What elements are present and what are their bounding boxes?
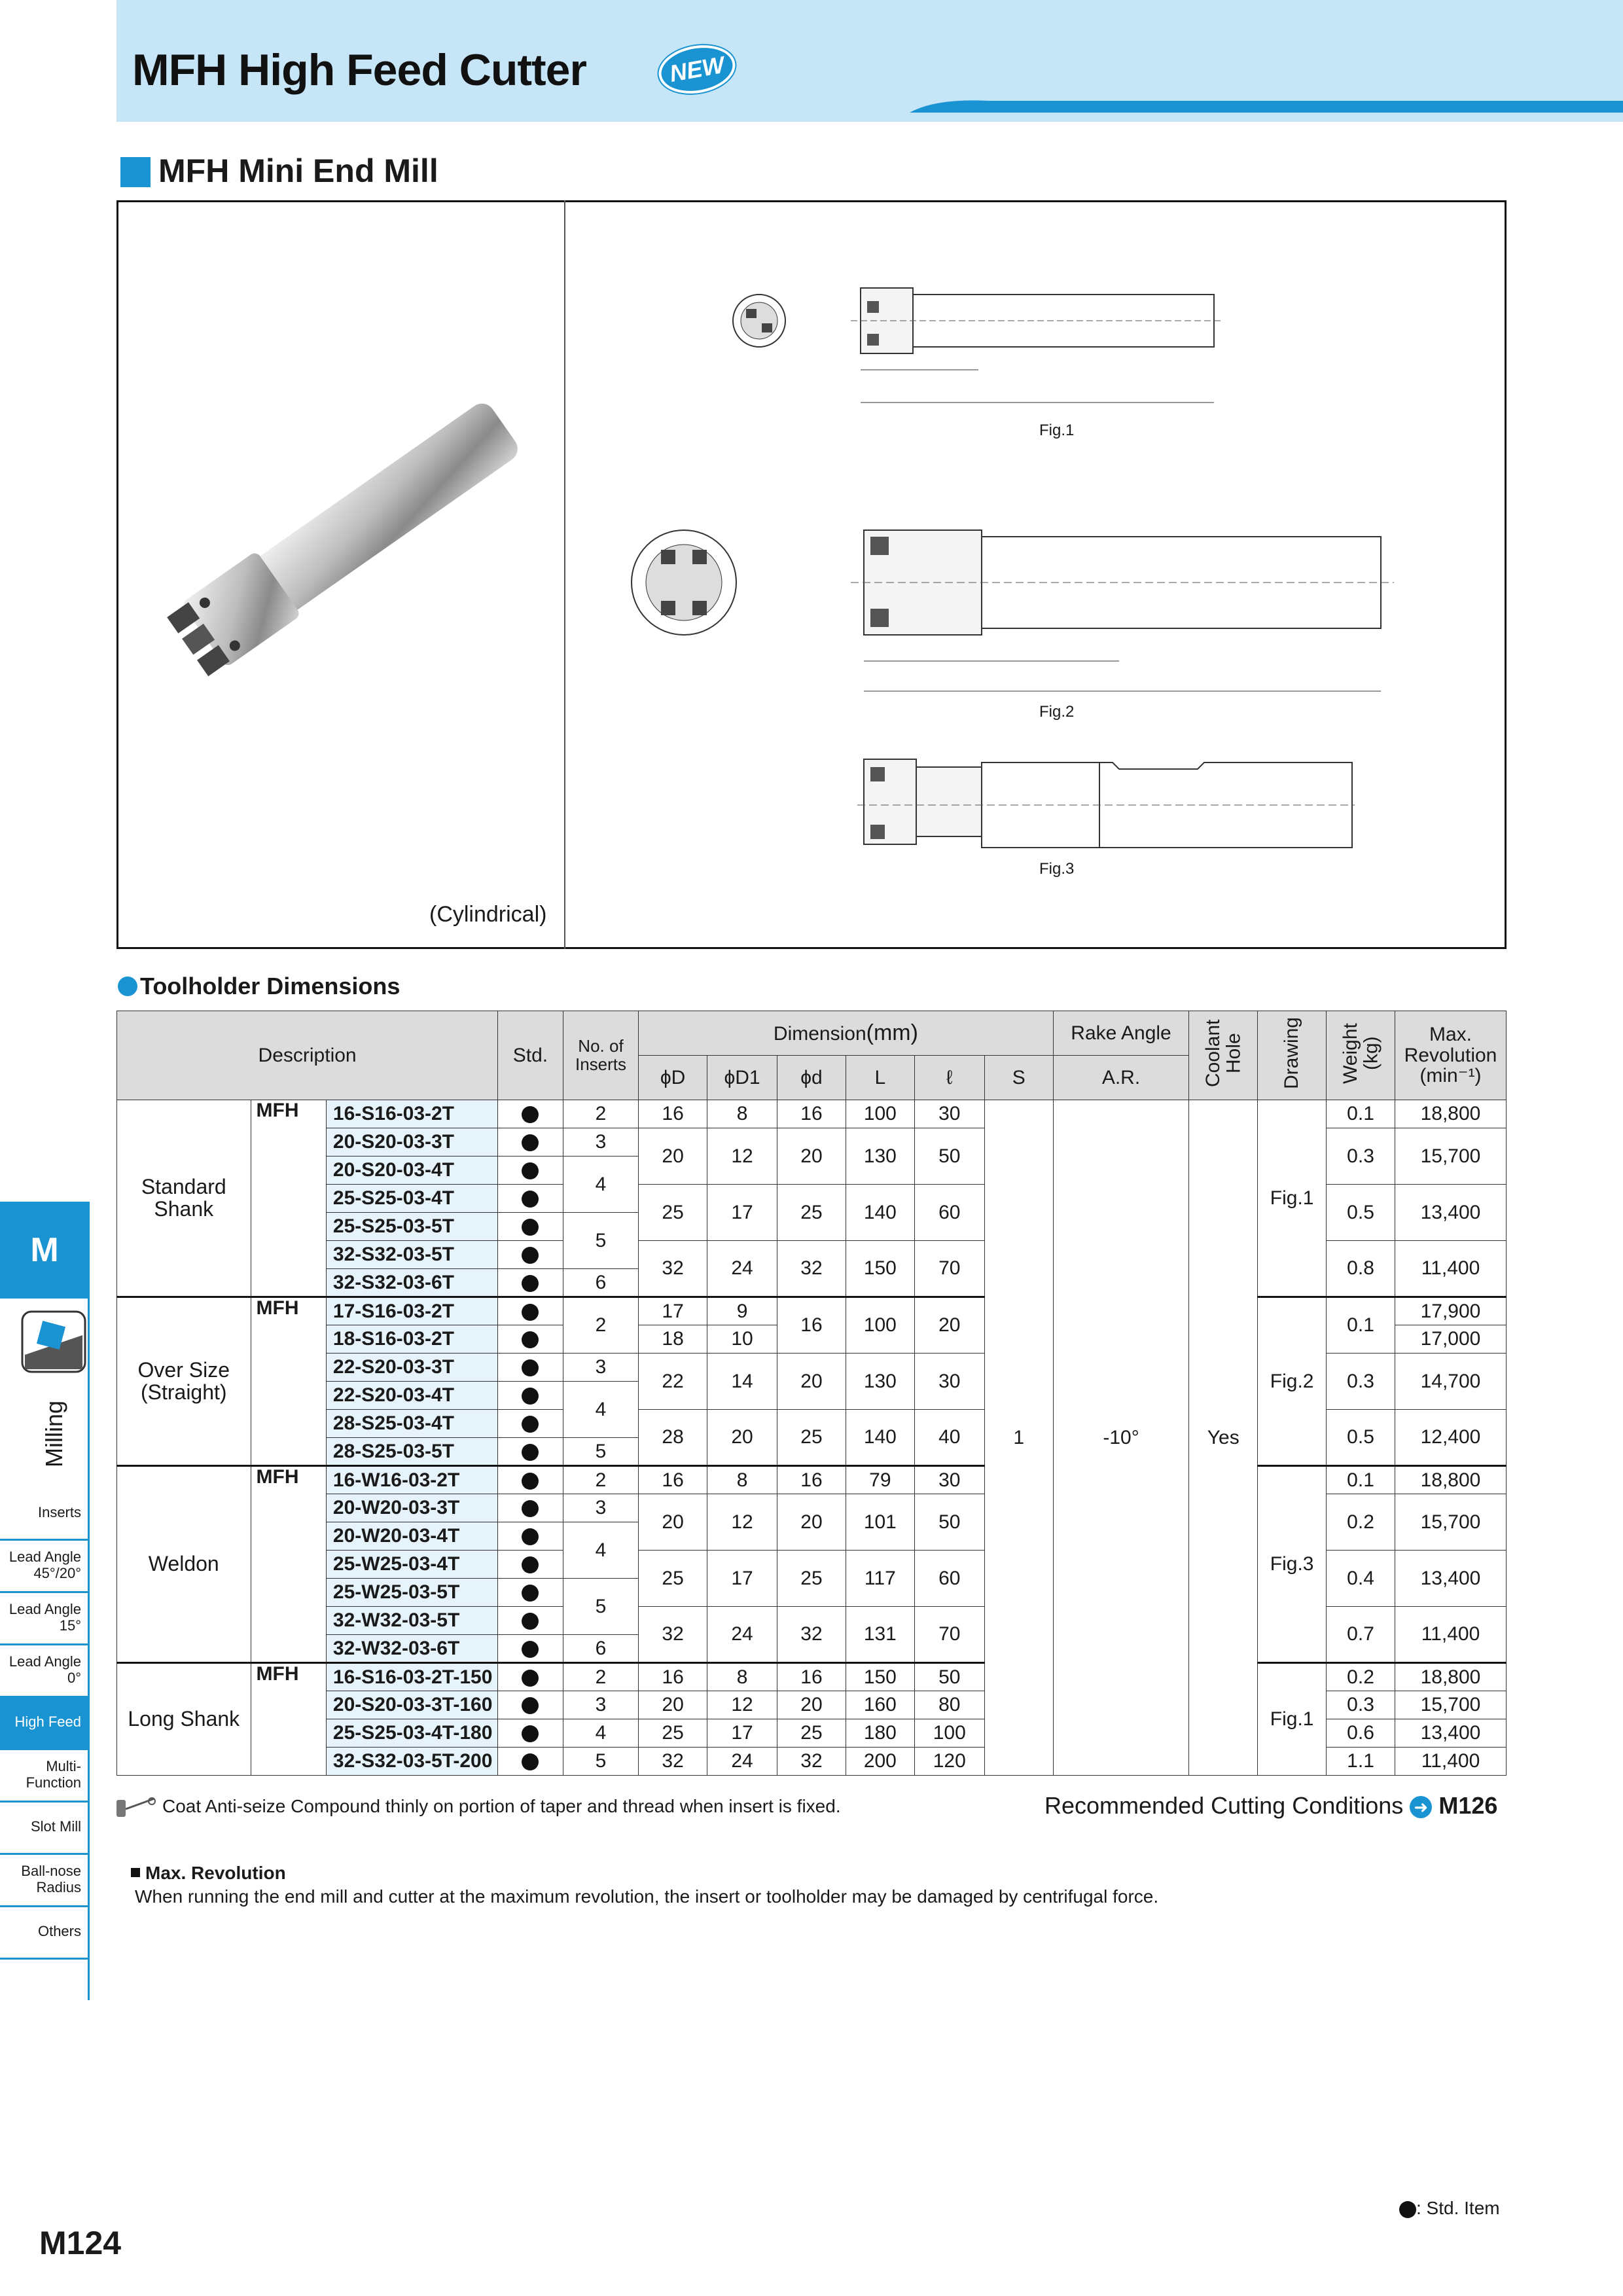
th-S: S xyxy=(984,1056,1053,1100)
D1-cell: 8 xyxy=(707,1663,777,1691)
D1-cell: 17 xyxy=(707,1185,777,1241)
std-legend-text: : Std. Item xyxy=(1416,2198,1500,2218)
D-cell: 17 xyxy=(639,1297,707,1325)
model-code: 20-S20-03-4T xyxy=(326,1157,497,1185)
d-cell: 16 xyxy=(777,1100,846,1128)
weight-cell: 0.6 xyxy=(1327,1719,1395,1748)
std-cell xyxy=(498,1551,563,1579)
sidebar-section-letter: M xyxy=(0,1202,89,1299)
l-cell: 50 xyxy=(914,1663,984,1691)
weight-cell: 0.8 xyxy=(1327,1241,1395,1297)
group-prefix: MFH xyxy=(251,1466,326,1663)
inserts-cell: 5 xyxy=(563,1748,638,1776)
std-cell xyxy=(498,1382,563,1410)
std-cell xyxy=(498,1213,563,1241)
L-cell: 200 xyxy=(846,1748,914,1776)
std-dot-icon xyxy=(522,1613,539,1630)
sidebar-milling-label: Milling xyxy=(41,1400,67,1467)
std-dot-icon xyxy=(522,1444,539,1461)
std-dot-icon xyxy=(522,1641,539,1658)
L-cell: 131 xyxy=(846,1607,914,1663)
std-cell xyxy=(498,1185,563,1213)
sidebar-item-slot-mill[interactable]: Slot Mill xyxy=(0,1801,89,1855)
std-dot-icon xyxy=(522,1528,539,1545)
th-dimension xyxy=(639,1011,1054,1056)
maxrev-cell: 11,400 xyxy=(1395,1241,1506,1297)
max-revolution-heading: Max. Revolution xyxy=(145,1863,286,1883)
th-drawing xyxy=(1258,1011,1327,1100)
maxrev-cell: 18,800 xyxy=(1395,1466,1506,1494)
std-cell xyxy=(498,1100,563,1128)
th-weight xyxy=(1327,1011,1395,1100)
D1-cell: 14 xyxy=(707,1354,777,1410)
subtitle: MFH Mini End Mill xyxy=(158,152,438,189)
std-legend xyxy=(1399,2198,1500,2219)
D-cell: 20 xyxy=(639,1691,707,1719)
fig3-drawing xyxy=(844,753,1355,857)
inserts-cell: 2 xyxy=(563,1466,638,1494)
L-cell: 117 xyxy=(846,1551,914,1607)
l-cell: 100 xyxy=(914,1719,984,1748)
model-code: 20-S20-03-3T-160 xyxy=(326,1691,497,1719)
table-row xyxy=(117,1466,1507,1494)
std-dot-icon xyxy=(522,1500,539,1517)
th-std: Std. xyxy=(498,1011,563,1100)
d-cell: 16 xyxy=(777,1297,846,1354)
page-number: M124 xyxy=(39,2225,122,2261)
std-cell xyxy=(498,1128,563,1157)
inserts-cell: 3 xyxy=(563,1354,638,1382)
l-cell: 60 xyxy=(914,1185,984,1241)
d-cell: 20 xyxy=(777,1128,846,1185)
std-cell xyxy=(498,1607,563,1635)
maxrev-cell: 17,000 xyxy=(1395,1325,1506,1354)
model-code: 20-W20-03-3T xyxy=(326,1494,497,1522)
inserts-cell: 4 xyxy=(563,1719,638,1748)
D-cell: 16 xyxy=(639,1100,707,1128)
ar-cell: -10° xyxy=(1053,1100,1189,1776)
d-cell: 32 xyxy=(777,1241,846,1297)
D1-cell: 10 xyxy=(707,1325,777,1354)
toolholder-table xyxy=(116,1011,1507,1776)
weight-cell: 0.2 xyxy=(1327,1663,1395,1691)
d-cell: 25 xyxy=(777,1410,846,1466)
maxrev-cell: 15,700 xyxy=(1395,1128,1506,1185)
inserts-cell: 2 xyxy=(563,1100,638,1128)
th-coolant xyxy=(1189,1011,1258,1100)
weight-cell: 0.1 xyxy=(1327,1100,1395,1128)
drawing-cell: Fig.3 xyxy=(1258,1466,1327,1663)
model-code: 32-W32-03-6T xyxy=(326,1635,497,1663)
D1-cell: 20 xyxy=(707,1410,777,1466)
std-dot-icon xyxy=(522,1247,539,1264)
fig3-label: Fig.3 xyxy=(1039,860,1075,878)
std-dot-icon xyxy=(522,1473,539,1490)
D-cell: 16 xyxy=(639,1466,707,1494)
std-dot-icon xyxy=(522,1304,539,1321)
d-cell: 20 xyxy=(777,1354,846,1410)
group-name: Weldon xyxy=(117,1466,251,1663)
weight-cell: 0.3 xyxy=(1327,1128,1395,1185)
maxrev-cell: 15,700 xyxy=(1395,1494,1506,1551)
maxrev-cell: 17,900 xyxy=(1395,1297,1506,1325)
group-name: Long Shank xyxy=(117,1663,251,1776)
drawing-cell: Fig.1 xyxy=(1258,1663,1327,1776)
L-cell: 130 xyxy=(846,1128,914,1185)
std-cell xyxy=(498,1522,563,1551)
model-code: 25-S25-03-4T-180 xyxy=(326,1719,497,1748)
std-cell xyxy=(498,1635,563,1663)
maxrev-cell: 11,400 xyxy=(1395,1607,1506,1663)
inserts-cell: 3 xyxy=(563,1494,638,1522)
L-cell: 180 xyxy=(846,1719,914,1748)
weight-cell: 0.2 xyxy=(1327,1494,1395,1551)
sidebar-item-inserts[interactable]: Inserts xyxy=(0,1487,89,1541)
D-cell: 20 xyxy=(639,1494,707,1551)
th-D1: ϕD1 xyxy=(707,1056,777,1100)
std-cell xyxy=(498,1354,563,1382)
fig1-drawing xyxy=(720,262,1296,425)
D1-cell: 24 xyxy=(707,1607,777,1663)
std-cell xyxy=(498,1269,563,1297)
inserts-cell: 2 xyxy=(563,1297,638,1354)
subtitle-square-icon xyxy=(120,157,151,187)
std-cell xyxy=(498,1719,563,1748)
std-cell xyxy=(498,1494,563,1522)
L-cell: 140 xyxy=(846,1185,914,1241)
header-wave xyxy=(910,98,1623,113)
std-dot-icon xyxy=(522,1556,539,1573)
L-cell: 150 xyxy=(846,1241,914,1297)
l-cell: 30 xyxy=(914,1100,984,1128)
group-name: Standard Shank xyxy=(117,1100,251,1297)
std-cell xyxy=(498,1466,563,1494)
D1-cell: 17 xyxy=(707,1551,777,1607)
model-code: 22-S20-03-3T xyxy=(326,1354,497,1382)
std-dot-icon xyxy=(1399,2201,1416,2218)
L-cell: 140 xyxy=(846,1410,914,1466)
weight-cell: 0.1 xyxy=(1327,1466,1395,1494)
std-cell xyxy=(498,1579,563,1607)
std-dot-icon xyxy=(522,1753,539,1770)
L-cell: 160 xyxy=(846,1691,914,1719)
model-code: 20-S20-03-3T xyxy=(326,1128,497,1157)
maxrev-cell: 13,400 xyxy=(1395,1551,1506,1607)
model-code: 25-W25-03-4T xyxy=(326,1551,497,1579)
th-maxrev-label: Max. Revolution xyxy=(1404,1024,1497,1066)
std-dot-icon xyxy=(522,1697,539,1714)
std-dot-icon xyxy=(522,1416,539,1433)
L-cell: 130 xyxy=(846,1354,914,1410)
D-cell: 18 xyxy=(639,1325,707,1354)
fig2-drawing xyxy=(622,497,1453,694)
std-dot-icon xyxy=(522,1585,539,1602)
D1-cell: 8 xyxy=(707,1466,777,1494)
model-code: 16-S16-03-2T xyxy=(326,1100,497,1128)
fig2-label: Fig.2 xyxy=(1039,703,1075,721)
std-dot-icon xyxy=(522,1388,539,1405)
std-cell xyxy=(498,1241,563,1269)
D-cell: 32 xyxy=(639,1748,707,1776)
std-dot-icon xyxy=(522,1725,539,1742)
model-code: 22-S20-03-4T xyxy=(326,1382,497,1410)
bullet-square-icon xyxy=(131,1868,140,1877)
l-cell: 20 xyxy=(914,1297,984,1354)
sidebar-item-high-feed[interactable]: High Feed xyxy=(0,1696,89,1750)
sidebar-item-lead-angle-45-20-[interactable]: Lead Angle 45°/20° xyxy=(0,1539,89,1593)
weight-cell: 0.4 xyxy=(1327,1551,1395,1607)
sidebar-item-multi-function[interactable]: Multi-Function xyxy=(0,1749,89,1803)
group-prefix: MFH xyxy=(251,1100,326,1297)
group-prefix: MFH xyxy=(251,1663,326,1776)
th-dimension-label: Dimension xyxy=(773,1022,866,1045)
th-coolant-label: Coolant Hole xyxy=(1202,1019,1245,1087)
th-rake: Rake Angle xyxy=(1053,1011,1189,1056)
maxrev-cell: 13,400 xyxy=(1395,1185,1506,1241)
D1-cell: 12 xyxy=(707,1128,777,1185)
max-revolution-text: When running the end mill and cutter at the maximum revolution, the insert or toolholder may be damaged by centrifugal force. xyxy=(135,1886,1159,1907)
maxrev-cell: 18,800 xyxy=(1395,1100,1506,1128)
model-code: 25-S25-03-4T xyxy=(326,1185,497,1213)
std-cell xyxy=(498,1691,563,1719)
l-cell: 30 xyxy=(914,1354,984,1410)
d-cell: 16 xyxy=(777,1663,846,1691)
model-code: 28-S25-03-4T xyxy=(326,1410,497,1438)
table-body xyxy=(117,1100,1507,1776)
l-cell: 70 xyxy=(914,1607,984,1663)
inserts-cell: 3 xyxy=(563,1128,638,1157)
coolant-cell: Yes xyxy=(1189,1100,1258,1776)
th-description: Description xyxy=(117,1011,498,1100)
section-title: Toolholder Dimensions xyxy=(140,973,401,999)
inserts-cell: 5 xyxy=(563,1213,638,1269)
L-cell: 100 xyxy=(846,1297,914,1354)
th-d: ϕd xyxy=(777,1056,846,1100)
D1-cell: 24 xyxy=(707,1241,777,1297)
th-ar: A.R. xyxy=(1053,1056,1189,1100)
d-cell: 20 xyxy=(777,1691,846,1719)
arrow-right-icon: ➜ xyxy=(1410,1796,1432,1818)
model-code: 16-S16-03-2T-150 xyxy=(326,1663,497,1691)
S-cell: 1 xyxy=(984,1100,1053,1776)
std-cell xyxy=(498,1748,563,1776)
maxrev-cell: 11,400 xyxy=(1395,1748,1506,1776)
d-cell: 20 xyxy=(777,1494,846,1551)
std-cell xyxy=(498,1157,563,1185)
th-D: ϕD xyxy=(639,1056,707,1100)
std-dot-icon xyxy=(522,1670,539,1687)
std-dot-icon xyxy=(522,1359,539,1376)
std-cell xyxy=(498,1438,563,1466)
group-name: Over Size (Straight) xyxy=(117,1297,251,1466)
std-dot-icon xyxy=(522,1106,539,1123)
figure-divider xyxy=(564,200,565,949)
model-code: 25-S25-03-5T xyxy=(326,1213,497,1241)
D1-cell: 17 xyxy=(707,1719,777,1748)
sidebar-item-lead-angle-0-[interactable]: Lead Angle 0° xyxy=(0,1644,89,1698)
th-l: ℓ xyxy=(914,1056,984,1100)
d-cell: 32 xyxy=(777,1748,846,1776)
th-inserts: No. of Inserts xyxy=(563,1011,638,1100)
weight-cell: 0.1 xyxy=(1327,1297,1395,1354)
d-cell: 25 xyxy=(777,1719,846,1748)
L-cell: 101 xyxy=(846,1494,914,1551)
l-cell: 50 xyxy=(914,1128,984,1185)
std-cell xyxy=(498,1325,563,1354)
section-dot-icon xyxy=(118,977,137,996)
d-cell: 25 xyxy=(777,1185,846,1241)
weight-cell: 1.1 xyxy=(1327,1748,1395,1776)
d-cell: 25 xyxy=(777,1551,846,1607)
th-maxrev xyxy=(1395,1011,1506,1100)
weight-cell: 0.3 xyxy=(1327,1354,1395,1410)
l-cell: 70 xyxy=(914,1241,984,1297)
wrench-icon xyxy=(115,1796,157,1822)
inserts-cell: 5 xyxy=(563,1438,638,1466)
th-dimension-unit: (mm) xyxy=(866,1020,918,1045)
model-code: 32-W32-03-5T xyxy=(326,1607,497,1635)
D-cell: 22 xyxy=(639,1354,707,1410)
sidebar-item-ball-nose-radius[interactable]: Ball-nose Radius xyxy=(0,1854,89,1907)
std-dot-icon xyxy=(522,1191,539,1208)
weight-cell: 0.7 xyxy=(1327,1607,1395,1663)
th-L: L xyxy=(846,1056,914,1100)
D-cell: 25 xyxy=(639,1551,707,1607)
std-cell xyxy=(498,1663,563,1691)
l-cell: 40 xyxy=(914,1410,984,1466)
maxrev-cell: 14,700 xyxy=(1395,1354,1506,1410)
D-cell: 16 xyxy=(639,1663,707,1691)
D-cell: 32 xyxy=(639,1241,707,1297)
table-row xyxy=(117,1297,1507,1325)
figure-caption: (Cylindrical) xyxy=(429,902,547,927)
model-code: 20-W20-03-4T xyxy=(326,1522,497,1551)
model-code: 25-W25-03-5T xyxy=(326,1579,497,1607)
D-cell: 25 xyxy=(639,1185,707,1241)
std-dot-icon xyxy=(522,1134,539,1151)
std-dot-icon xyxy=(522,1162,539,1179)
std-dot-icon xyxy=(522,1219,539,1236)
drawing-cell: Fig.2 xyxy=(1258,1297,1327,1466)
D-cell: 32 xyxy=(639,1607,707,1663)
maxrev-cell: 18,800 xyxy=(1395,1663,1506,1691)
l-cell: 80 xyxy=(914,1691,984,1719)
l-cell: 60 xyxy=(914,1551,984,1607)
maxrev-cell: 12,400 xyxy=(1395,1410,1506,1466)
weight-cell: 0.5 xyxy=(1327,1410,1395,1466)
model-code: 16-W16-03-2T xyxy=(326,1466,497,1494)
model-code: 28-S25-03-5T xyxy=(326,1438,497,1466)
L-cell: 79 xyxy=(846,1466,914,1494)
D1-cell: 12 xyxy=(707,1691,777,1719)
th-drawing-label: Drawing xyxy=(1281,1017,1303,1090)
inserts-cell: 4 xyxy=(563,1522,638,1579)
table-row xyxy=(117,1663,1507,1691)
D-cell: 25 xyxy=(639,1719,707,1748)
inserts-cell: 5 xyxy=(563,1579,638,1635)
page-title: MFH High Feed Cutter xyxy=(132,45,586,95)
end-mill-photo-icon xyxy=(131,380,563,707)
D1-cell: 8 xyxy=(707,1100,777,1128)
inserts-cell: 3 xyxy=(563,1691,638,1719)
std-dot-icon xyxy=(522,1331,539,1348)
recommended-text: Recommended Cutting Conditions xyxy=(1044,1792,1404,1819)
model-code: 18-S16-03-2T xyxy=(326,1325,497,1354)
fig1-label: Fig.1 xyxy=(1039,422,1075,439)
model-code: 32-S32-03-6T xyxy=(326,1269,497,1297)
new-badge: NEW xyxy=(655,39,740,99)
model-code: 32-S32-03-5T-200 xyxy=(326,1748,497,1776)
anti-seize-note: Coat Anti-seize Compound thinly on portion of taper and thread when insert is fixed. xyxy=(162,1796,841,1816)
std-cell xyxy=(498,1297,563,1325)
weight-cell: 0.5 xyxy=(1327,1185,1395,1241)
weight-cell: 0.3 xyxy=(1327,1691,1395,1719)
inserts-cell: 4 xyxy=(563,1157,638,1213)
sidebar-item-lead-angle-15-[interactable]: Lead Angle 15° xyxy=(0,1592,89,1645)
std-dot-icon xyxy=(522,1275,539,1292)
L-cell: 150 xyxy=(846,1663,914,1691)
inserts-cell: 4 xyxy=(563,1382,638,1438)
D-cell: 20 xyxy=(639,1128,707,1185)
std-cell xyxy=(498,1410,563,1438)
D1-cell: 12 xyxy=(707,1494,777,1551)
model-code: 32-S32-03-5T xyxy=(326,1241,497,1269)
th-weight-label: Weight (kg) xyxy=(1339,1022,1382,1084)
d-cell: 16 xyxy=(777,1466,846,1494)
l-cell: 50 xyxy=(914,1494,984,1551)
l-cell: 30 xyxy=(914,1466,984,1494)
table-row xyxy=(117,1100,1507,1128)
inserts-cell: 2 xyxy=(563,1663,638,1691)
inserts-cell: 6 xyxy=(563,1269,638,1297)
model-code: 17-S16-03-2T xyxy=(326,1297,497,1325)
sidebar-item-others[interactable]: Others xyxy=(0,1906,89,1960)
inserts-cell: 6 xyxy=(563,1635,638,1663)
D1-cell: 9 xyxy=(707,1297,777,1325)
L-cell: 100 xyxy=(846,1100,914,1128)
l-cell: 120 xyxy=(914,1748,984,1776)
d-cell: 32 xyxy=(777,1607,846,1663)
th-maxrev-unit: (min⁻¹) xyxy=(1419,1065,1482,1087)
recommended-conditions-link[interactable] xyxy=(1044,1792,1497,1820)
maxrev-cell: 15,700 xyxy=(1395,1691,1506,1719)
drawing-cell: Fig.1 xyxy=(1258,1100,1327,1297)
recommended-page: M126 xyxy=(1438,1792,1498,1819)
maxrev-cell: 13,400 xyxy=(1395,1719,1506,1748)
group-prefix: MFH xyxy=(251,1297,326,1466)
D-cell: 28 xyxy=(639,1410,707,1466)
D1-cell: 24 xyxy=(707,1748,777,1776)
milling-icon xyxy=(20,1309,88,1374)
